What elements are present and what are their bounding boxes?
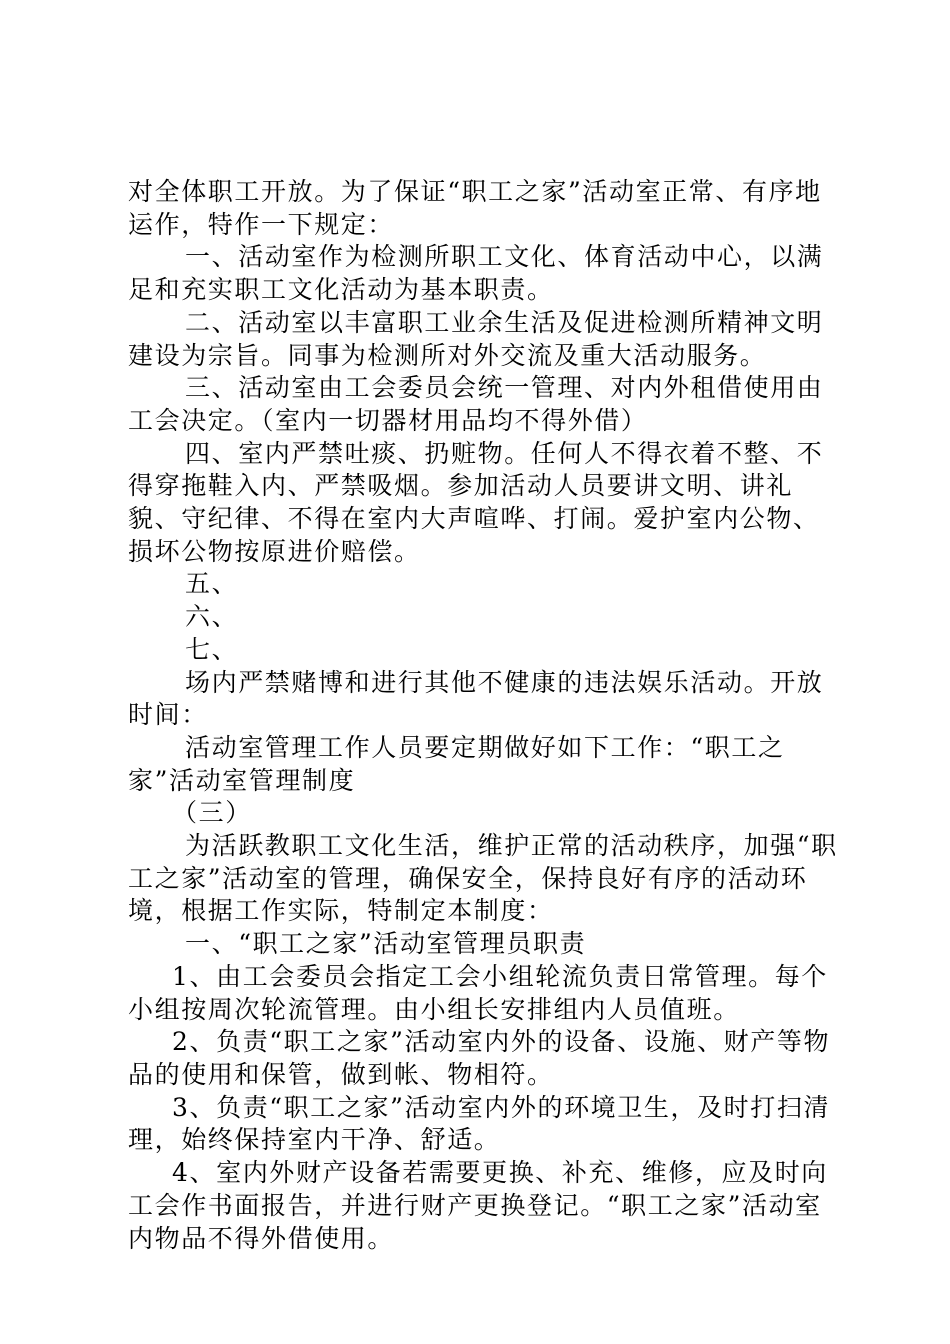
- paragraph-rule-2: 二、活动室以丰富职工业余生活及促进检测所精神文明建设为宗旨。同事为检测所对外交流及重大活动服务。: [128, 307, 824, 370]
- paragraph-duty-2: 2、负责“职工之家”活动室内外的设备、设施、财产等物品的使用和保管，做到帐、物相符。: [128, 1027, 831, 1089]
- paragraph-rule-7: 七、: [185, 634, 239, 664]
- paragraph-rule-5: 五、: [185, 569, 239, 599]
- section-number: （三）: [172, 798, 252, 828]
- section-heading-manager-duties: 一、“职工之家”活动室管理员职责: [185, 929, 587, 959]
- paragraph-purpose: 为活跃教职工文化生活，维护正常的活动秩序，加强“职工之家”活动室的管理，确保安全，保持良好有序的活动环境，根据工作实际，特制定本制度：: [128, 831, 838, 926]
- paragraph-rule-3: 三、活动室由工会委员会统一管理、对内外租借使用由工会决定。（室内一切器材用品均不得外借）: [128, 373, 824, 435]
- paragraph-gambling-ban: 场内严禁赌博和进行其他不健康的违法娱乐活动。开放时间：: [128, 667, 824, 730]
- paragraph-rule-1: 一、活动室作为检测所职工文化、体育活动中心，以满足和充实职工文化活动为基本职责。: [128, 242, 824, 305]
- paragraph-duty-3: 3、负责“职工之家”活动室内外的环境卫生，及时打扫清理，始终保持室内干净、舒适。: [128, 1092, 831, 1155]
- paragraph-duty-4: 4、室内外财产设备若需要更换、补充、维修，应及时向工会作书面报告，并进行财产更换登记。“职工之家”活动室内物品不得外借使用。: [128, 1158, 828, 1253]
- paragraph-rule-6: 六、: [185, 602, 239, 632]
- paragraph-rule-4: 四、室内严禁吐痰、扔赃物。任何人不得衣着不整、不得穿拖鞋入内、严禁吸烟。参加活动人员要讲文明、讲礼貌、守纪律、不得在室内大声喧哗、打闹。爱护室内公物、损坏公物按原进价赔偿。: [128, 438, 824, 566]
- document-body: [128, 176, 840, 1255]
- paragraph-staff-duties: 活动室管理工作人员要定期做好如下工作：“职工之家”活动室管理制度: [128, 732, 785, 795]
- paragraph-duty-1: 1、由工会委员会指定工会小组轮流负责日常管理。每个小组按周次轮流管理。由小组长安排组内人员值班。: [128, 961, 828, 1024]
- paragraph-opening: 对全体职工开放。为了保证“职工之家”活动室正常、有序地运作，特作一下规定：: [128, 177, 822, 239]
